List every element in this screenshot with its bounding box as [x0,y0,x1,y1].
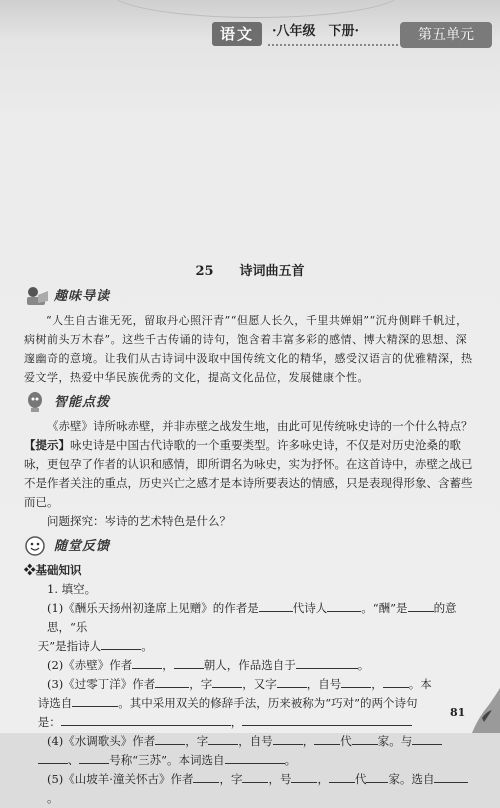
item-text: ， [371,677,383,691]
blank[interactable] [341,675,371,688]
unit-badge: 第五单元 [400,22,492,48]
page-header [0,0,500,58]
blank[interactable] [208,732,238,745]
blank[interactable] [273,732,303,745]
question-1: 1. 填空。 [47,582,97,596]
explore-question: 问题探究：岑诗的艺术特色是什么？ [47,514,231,528]
blank[interactable] [366,770,388,783]
blank[interactable] [225,751,285,764]
section-reading-title: 趣味导读 [54,288,111,304]
item-text: ，号 [268,772,292,786]
blank[interactable] [408,599,434,612]
blank[interactable] [296,656,358,669]
item-text: 。“酬”是 [361,601,408,615]
item-text: 天”是指诗人 [37,639,102,653]
item-text: 家。与 [377,734,413,748]
blank[interactable] [72,694,118,707]
item-text: ， [317,772,329,786]
basic-knowledge-label: ❖基础知识 [24,563,82,577]
inspire-tip [24,436,476,512]
item-text: 代 [354,772,367,786]
item-text: 朝人，作品选自于 [203,658,296,672]
item-text: 家。选自 [388,772,435,786]
smiley-character-icon [24,535,50,557]
item-text: (4)《水调歌头》作者 [47,734,156,748]
item-text: ，字 [219,772,243,786]
section-reading-header [24,283,476,309]
lightbulb-character-icon [24,391,50,413]
lesson-title [24,262,476,281]
blank[interactable] [291,770,317,783]
item-text: 。 [47,791,59,805]
blank[interactable] [259,599,293,612]
item-text: 代诗人 [292,601,328,615]
blank[interactable] [132,656,162,669]
item-text: (1)《酬乐天扬州初逢席上见赠》的作者是 [47,601,259,615]
fill-item-4-cont [24,751,476,770]
reading-text: “人生自古谁无死，留取丹心照汗青”“但愿人长久，千里共婵娟”“沉舟侧畔千帆过，病树前头万木春”。这些千古传诵的诗句，饱含着丰富多彩的感情、博大精深的思想、深邃幽奇的意境。让我们从古诗词中汲取中国传统文化的精华，感受汉语言的优雅精深，热爱文学，热爱中华民族优秀的文化，提高文化品位，发展健康个性。 [24,314,473,384]
item-text: 代 [340,734,352,748]
blank[interactable] [352,732,378,745]
dotted-divider [268,44,398,46]
blank[interactable] [61,713,231,726]
item-text: 。本 [408,677,432,691]
item-text: 。 [357,658,370,672]
blank[interactable] [329,770,355,783]
item-text: ， [230,715,243,729]
item-text: 。 [141,639,153,653]
section-feedback-title: 随堂反馈 [54,538,111,554]
blank[interactable] [79,751,109,764]
grade-label: ·八年级 下册· [272,24,360,39]
tip-label: 【提示】 [24,438,70,452]
inspire-question: 《赤壁》诗所咏赤壁，并非赤壁之战发生地，由此可见传统咏史诗的一个什么特点？ [47,419,473,433]
blank[interactable] [38,751,68,764]
item-text: (5)《山坡羊·潼关怀古》作者 [47,772,194,786]
item-text: 是： [37,715,61,729]
item-text: ，又字 [242,677,277,691]
item-text: 。 [284,753,297,767]
blank[interactable] [412,732,442,745]
page-content [24,262,476,808]
blank[interactable] [242,713,412,726]
item-text: 、 [67,753,80,767]
fill-item-5 [24,770,476,808]
blank[interactable] [383,675,409,688]
lesson-number: 25 [195,264,214,279]
blank[interactable] [155,732,185,745]
fill-item-1 [24,599,476,637]
item-text: ，字 [189,677,213,691]
section-feedback-header [24,533,476,559]
lesson-name: 诗词曲五首 [239,264,305,279]
fill-item-4 [24,732,476,751]
section-inspire-title: 智能点拨 [54,394,111,410]
corner-decoration-icon [468,688,500,733]
fill-item-3-cont [24,694,476,713]
book-character-icon [24,285,50,307]
blank[interactable] [242,770,268,783]
blank[interactable] [327,599,361,612]
item-text: ，自号 [306,677,342,691]
item-text: 。其中采用双关的修辞手法，历来被称为“巧对”的两个诗句 [118,696,418,710]
blank[interactable] [277,675,307,688]
page-number: 81 [450,706,466,719]
fill-item-3-cont2 [24,713,476,732]
blank[interactable] [193,770,219,783]
item-text: 号称“三苏”。本词选自 [109,753,225,767]
item-text: ， [302,734,315,748]
item-text: ，自号 [238,734,273,748]
fill-item-1-cont [24,637,476,656]
item-text: 的意思，“乐 [47,601,457,634]
fill-item-2 [24,656,476,675]
blank[interactable] [101,637,141,650]
section-inspire-header [24,389,476,415]
item-text: ，字 [185,734,209,748]
item-text: ， [162,658,174,672]
tip-text: 咏史诗是中国古代诗歌的一个重要类型。许多咏史诗，不仅是对历史沧桑的歌咏，更包孕了作者的认识和感情，即所谓名为咏史，实为抒怀。在这首诗中，赤壁之战已不是作者关注的重点，历史兴亡之感才是本诗所要表达的情感，只是表现得形象、含蓄些而已。 [24,438,473,509]
blank[interactable] [174,656,204,669]
blank[interactable] [212,675,242,688]
blank[interactable] [155,675,189,688]
fill-item-3 [24,675,476,694]
item-text: (2)《赤壁》作者 [47,658,133,672]
blank[interactable] [314,732,340,745]
subject-badge: 语文 [212,22,262,46]
item-text: (3)《过零丁洋》作者 [47,677,156,691]
blank[interactable] [434,770,468,783]
item-text: 诗选自 [37,696,73,710]
header-decoration [110,0,402,18]
